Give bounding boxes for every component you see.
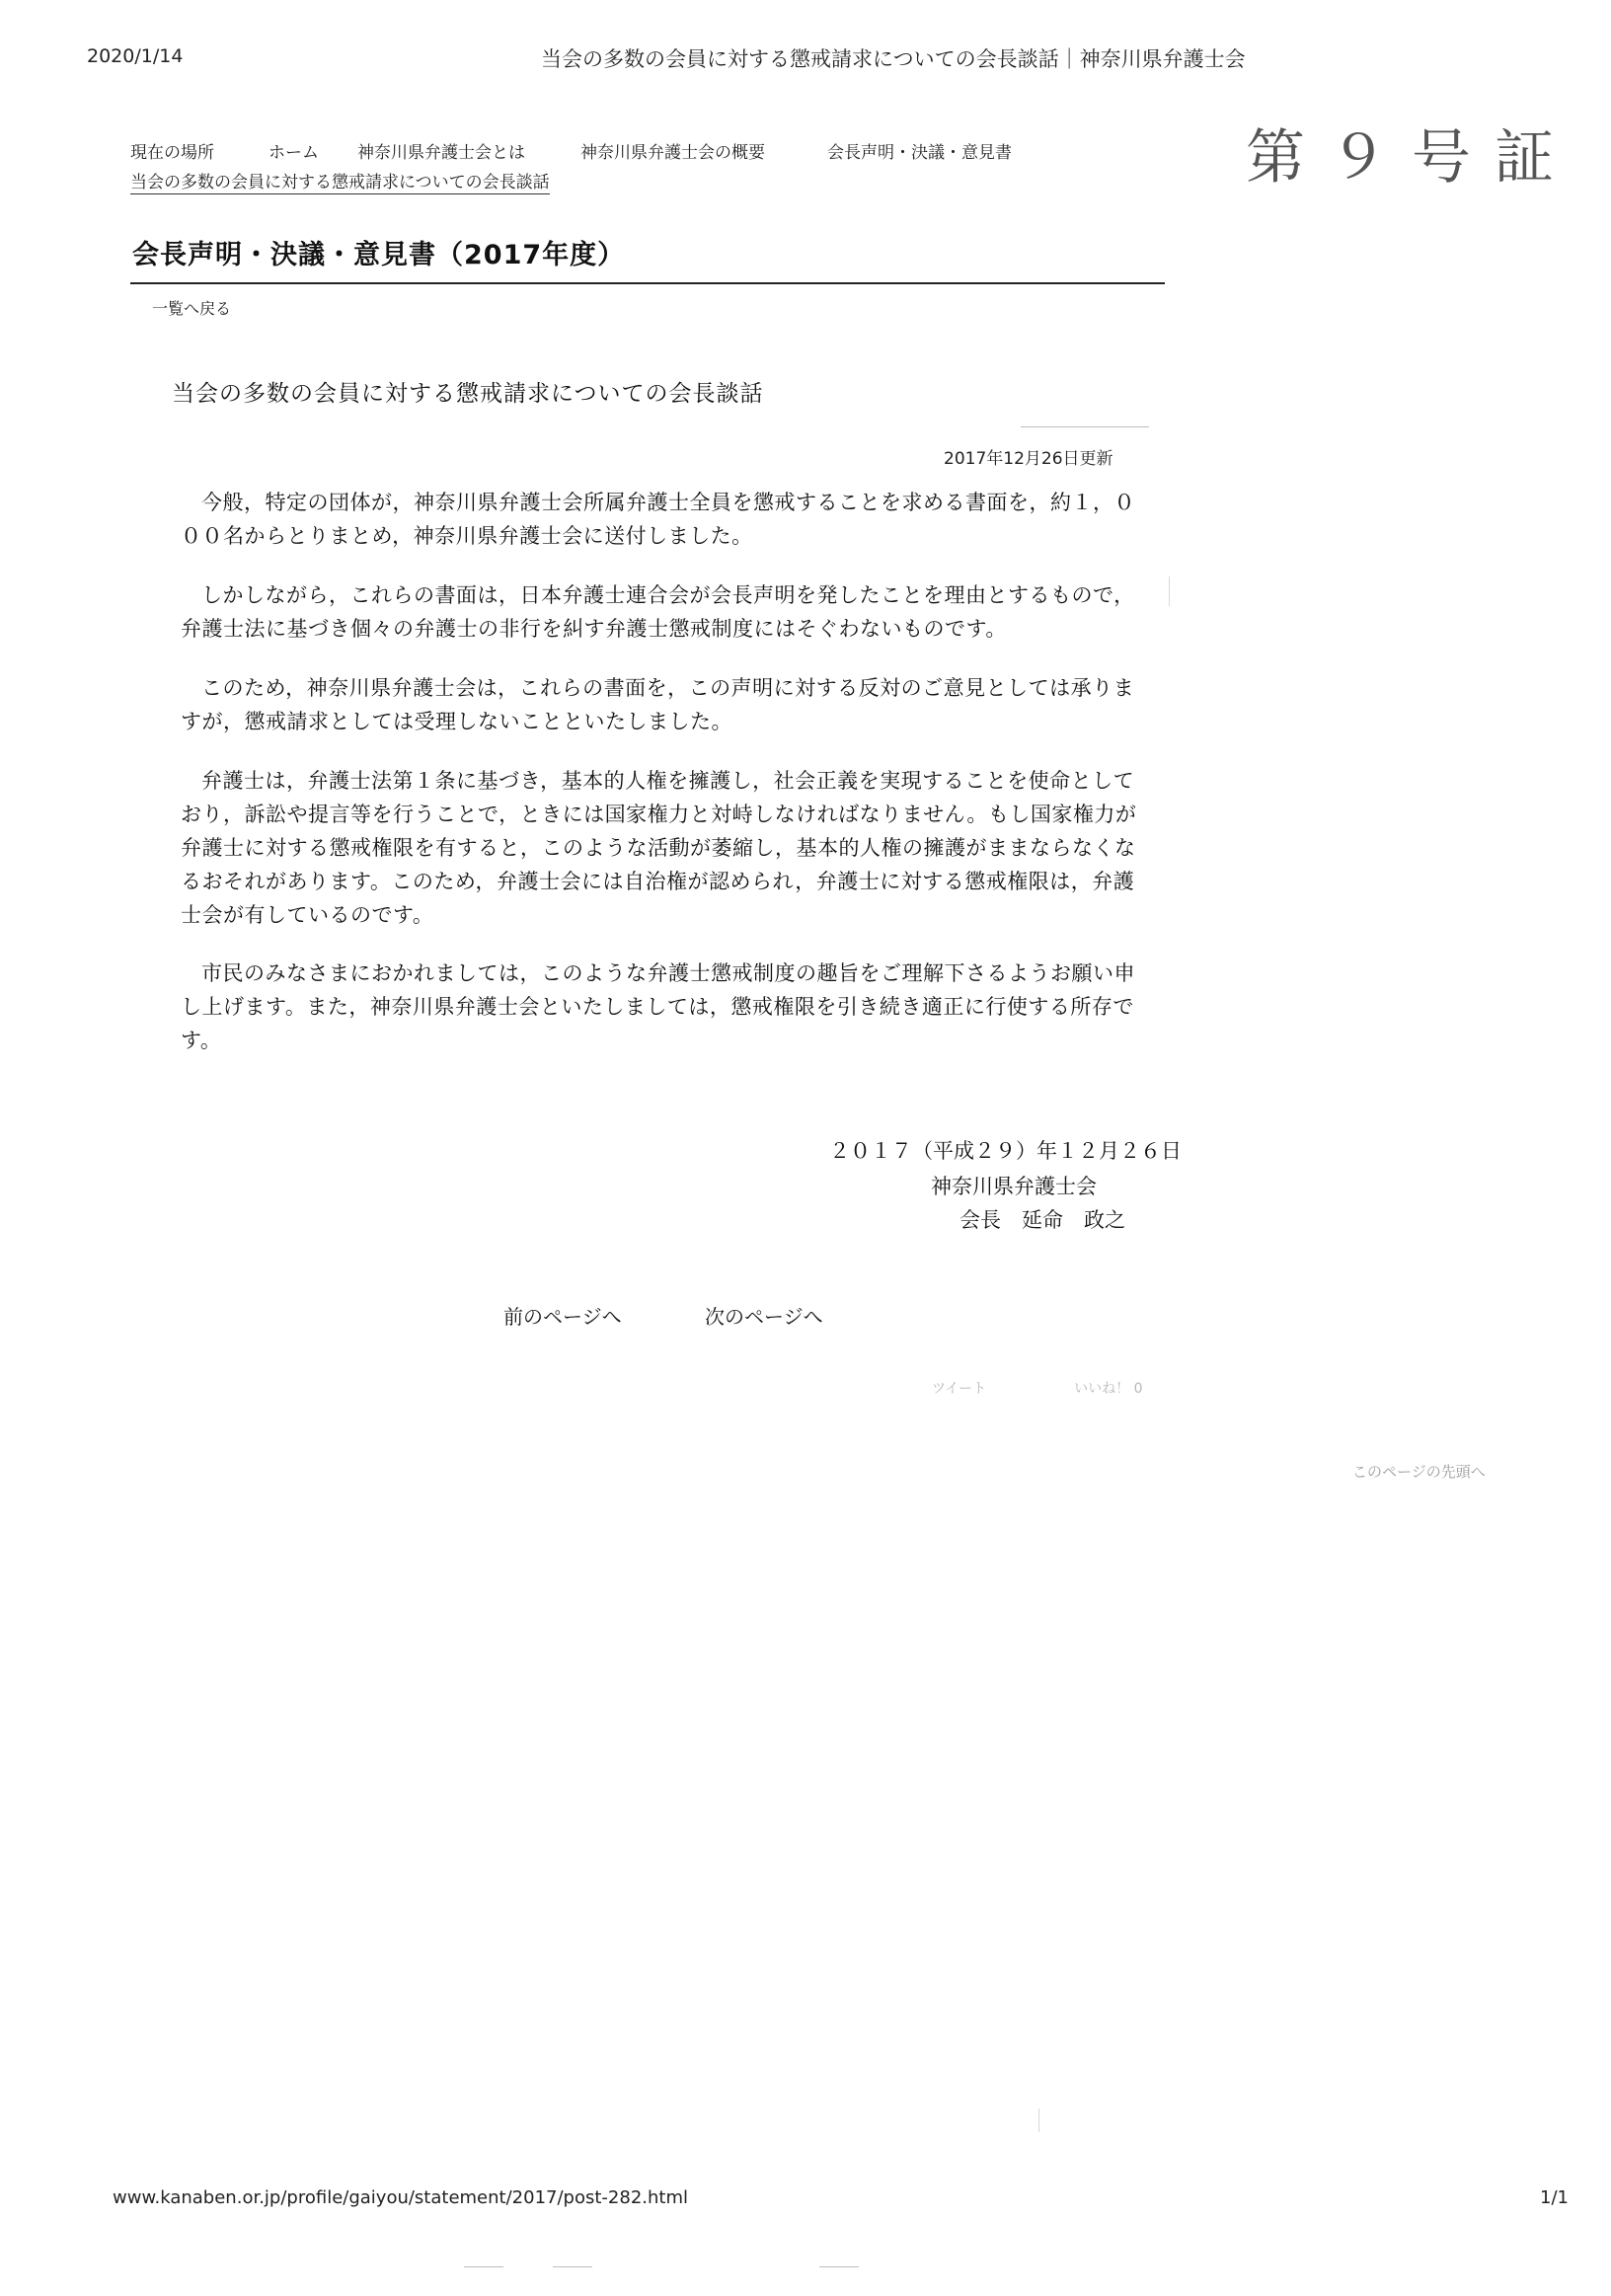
- scan-artifact: [1169, 576, 1170, 606]
- print-date: 2020/1/14: [87, 45, 184, 67]
- scan-artifact: [464, 2266, 503, 2267]
- section-heading: 会長声明・決議・意見書（2017年度）: [132, 240, 626, 270]
- back-to-list-link[interactable]: 一覧へ戻る: [152, 299, 232, 318]
- next-page-link[interactable]: 次のページへ: [705, 1305, 823, 1329]
- article-title: 当会の多数の会員に対する懲戒請求についての会長談話: [172, 381, 764, 407]
- breadcrumb-home-link[interactable]: ホーム: [268, 143, 319, 163]
- article-paragraph-5: 市民のみなさまにおかれましては，このような弁護士懲戒制度の趣旨をご理解下さるようお願い申し上げます。また，神奈川県弁護士会といたしましては，懲戒権限を引き続き適正に行使する所存です。: [181, 961, 1135, 1052]
- updated-date: 2017年12月26日更新: [944, 449, 1113, 469]
- page-top-link[interactable]: このページの先頭へ: [1352, 1463, 1486, 1481]
- breadcrumb-about-link[interactable]: 神奈川県弁護士会とは: [357, 143, 525, 163]
- article-paragraph-1: 今般，特定の団体が，神奈川県弁護士会所属弁護士全員を懲戒することを求める書面を，約１，０００名からとりまとめ，神奈川県弁護士会に送付しました。: [181, 491, 1135, 548]
- social-buttons: [932, 1378, 1143, 1398]
- tweet-button[interactable]: ツイート: [932, 1381, 987, 1397]
- heading-divider: [130, 282, 1165, 284]
- scan-artifact: [553, 2266, 592, 2267]
- article-paragraph-2: しかしながら，これらの書面は，日本弁護士連合会が会長声明を発したことを理由とするもので，弁護士法に基づき個々の弁護士の非行を糾す弁護士懲戒制度にはそぐわないものです。: [181, 583, 1135, 641]
- scan-artifact: [819, 2266, 859, 2267]
- signature-name: 会長 延命 政之: [959, 1208, 1125, 1232]
- print-page-number: 1/1: [1540, 2187, 1569, 2208]
- signature-organization: 神奈川県弁護士会: [931, 1175, 1097, 1198]
- breadcrumb-current-page: 当会の多数の会員に対する懲戒請求についての会長談話: [130, 168, 550, 194]
- scan-artifact: [1038, 2108, 1039, 2132]
- print-url: www.kanaben.or.jp/profile/gaiyou/statement/2017/post-282.html: [113, 2187, 688, 2208]
- exhibit-number-stamp: 第９号証: [1246, 123, 1577, 192]
- prev-page-link[interactable]: 前のページへ: [503, 1305, 622, 1329]
- scan-artifact: [1021, 426, 1149, 427]
- breadcrumb-label: 現在の場所: [130, 143, 214, 163]
- article-paragraph-3: このため，神奈川県弁護士会は，これらの書面を，この声明に対する反対のご意見としては承りますが，懲戒請求としては受理しないことといたしました。: [181, 676, 1135, 733]
- print-page-title: 当会の多数の会員に対する懲戒請求についての会長談話｜神奈川県弁護士会: [541, 47, 1246, 71]
- article-paragraph-4: 弁護士は，弁護士法第１条に基づき，基本的人権を擁護し，社会正義を実現することを使命としており，訴訟や提言等を行うことで，ときには国家権力と対峙しなければなりません。もし国家権力が弁護士に対する懲戒権限を有すると，このような活動が萎縮し，基本的人権の擁護がままならなくなるおそれがあります。このため，弁護士会には自治権が認められ，弁護士に対する懲戒権限は，弁護士会が有しているのです。: [181, 769, 1137, 927]
- breadcrumb-overview-link[interactable]: 神奈川県弁護士会の概要: [580, 143, 765, 163]
- signature-date: ２０１７（平成２９）年１２月２６日: [829, 1139, 1182, 1163]
- like-button[interactable]: いいね！ 0: [1074, 1381, 1143, 1397]
- breadcrumb-statements-link[interactable]: 会長声明・決議・意見書: [827, 143, 1012, 163]
